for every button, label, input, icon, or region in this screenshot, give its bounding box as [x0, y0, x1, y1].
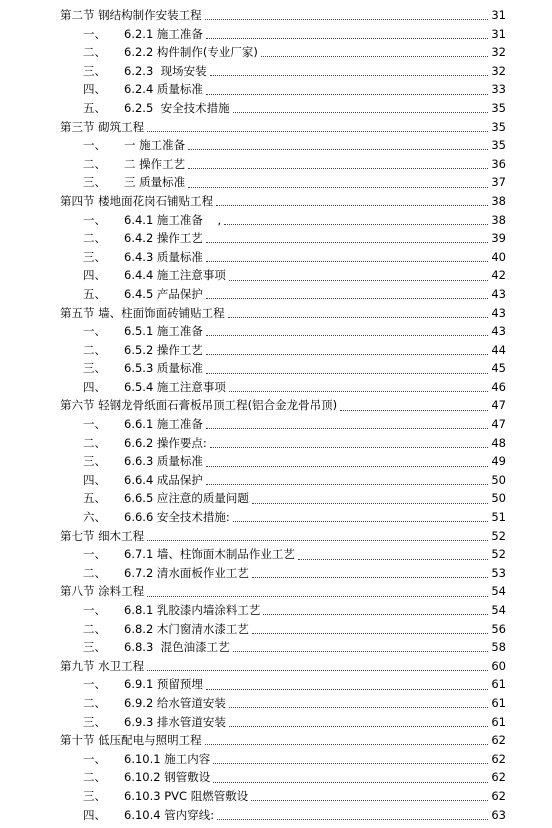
toc-page-number: 32 — [491, 45, 506, 60]
dot-leader — [252, 502, 488, 504]
toc-entry-title: 第二节 钢结构制作安装工程 — [60, 8, 202, 22]
dot-leader — [206, 241, 488, 243]
toc-entry-title: 6.6.4 成品保护 — [124, 472, 203, 487]
dot-leader — [205, 18, 488, 20]
toc-entry-label — [0, 768, 212, 787]
toc-subsection-row[interactable] — [0, 43, 552, 62]
toc-entry-label — [0, 620, 251, 639]
toc-entry-title: 第三节 砌筑工程 — [60, 119, 145, 134]
toc-subsection-row[interactable] — [0, 545, 552, 564]
dot-leader — [206, 334, 488, 336]
dot-leader — [206, 688, 488, 690]
toc-page-number: 53 — [491, 565, 506, 580]
toc-entry-label — [0, 396, 339, 415]
toc-entry-number: 二、 — [83, 342, 106, 357]
toc-subsection-row[interactable] — [0, 750, 552, 769]
toc-entry-label — [0, 434, 209, 453]
toc-page-number: 62 — [491, 751, 506, 766]
toc-entry-number: 二、 — [83, 231, 106, 246]
toc-section-row[interactable] — [0, 657, 552, 676]
toc-entry-title: 二 操作工艺 — [124, 156, 186, 171]
toc-page-number: 52 — [491, 528, 506, 543]
toc-entry-number: 一、 — [83, 26, 106, 41]
dot-leader — [205, 743, 488, 745]
toc-entry-number: 六、 — [83, 510, 106, 525]
toc-subsection-row[interactable] — [0, 489, 552, 508]
toc-subsection-row[interactable] — [0, 62, 552, 81]
toc-subsection-row[interactable] — [0, 471, 552, 490]
toc-entry-title: 6.7.2 清水面板作业工艺 — [124, 565, 249, 580]
toc-section-row[interactable] — [0, 304, 552, 323]
toc-page-number: 50 — [491, 472, 506, 487]
toc-subsection-row[interactable] — [0, 806, 552, 825]
toc-subsection-row[interactable] — [0, 713, 552, 732]
dot-leader — [213, 762, 488, 764]
toc-entry-title: 6.10.1 施工内容 — [124, 751, 211, 766]
dot-leader — [206, 483, 488, 485]
toc-entry-label — [0, 694, 228, 713]
toc-page-number: 58 — [491, 640, 506, 655]
toc-entry-number: 三、 — [83, 454, 106, 469]
toc-subsection-row[interactable] — [0, 768, 552, 787]
toc-subsection-row[interactable] — [0, 173, 552, 192]
toc-page-number: 45 — [491, 361, 506, 376]
toc-entry-title: 第六节 轻钢龙骨纸面石膏板吊顶工程(铝合金龙骨吊顶) — [60, 398, 338, 413]
toc-entry-label — [0, 713, 228, 732]
toc-entry-title: 6.10.3 PVC 阻燃管敷设 — [124, 788, 249, 803]
toc-section-row[interactable] — [0, 118, 552, 137]
toc-page-number: 52 — [491, 547, 506, 562]
toc-entry-number: 一、 — [83, 547, 106, 562]
toc-entry-title: 第十节 低压配电与照明工程 — [60, 733, 202, 748]
toc-entry-label — [0, 415, 205, 434]
toc-page-number: 63 — [491, 807, 506, 822]
toc-page-number: 46 — [491, 379, 506, 394]
dot-leader — [206, 353, 488, 355]
toc-entry-number: 四、 — [83, 472, 106, 487]
toc-entry-title: 6.8.1 乳胶漆内墙涂料工艺 — [124, 603, 261, 617]
toc-entry-number: 三、 — [83, 361, 106, 376]
dot-leader — [188, 167, 488, 169]
toc-entry-label — [0, 211, 223, 230]
toc-page-number: 43 — [491, 305, 506, 320]
toc-entry-label — [0, 545, 297, 564]
toc-subsection-row[interactable] — [0, 564, 552, 583]
toc-entry-number: 一、 — [83, 417, 106, 432]
toc-entry-title: 6.10.4 管内穿线: — [124, 807, 215, 822]
toc-entry-title: 6.2.2 构件制作(专业厂家) — [124, 45, 258, 60]
toc-page-number: 44 — [491, 342, 506, 357]
toc-page-number: 32 — [491, 63, 506, 78]
toc-page-number: 35 — [491, 138, 506, 153]
toc-subsection-row[interactable] — [0, 25, 552, 44]
toc-section-row[interactable] — [0, 582, 552, 601]
toc-section-row[interactable] — [0, 192, 552, 211]
toc-entry-label — [0, 341, 205, 360]
toc-entry-label — [0, 582, 146, 601]
dot-leader — [216, 204, 488, 206]
toc-entry-label — [0, 657, 146, 676]
toc-subsection-row[interactable] — [0, 452, 552, 471]
toc-entry-title: 6.5.2 操作工艺 — [124, 342, 203, 357]
toc-page-number: 61 — [491, 695, 506, 710]
toc-page-number: 43 — [491, 324, 506, 339]
toc-entry-label — [0, 99, 232, 118]
toc-page-number: 38 — [491, 193, 506, 208]
toc-entry-title: 6.5.3 质量标准 — [124, 361, 203, 376]
toc-entry-title: 6.4.5 产品保护 — [124, 286, 203, 301]
toc-entry-number: 三、 — [83, 640, 106, 655]
toc-entry-label — [0, 675, 205, 694]
toc-entry-label — [0, 192, 215, 211]
toc-entry-title: 6.5.4 施工注意事项 — [124, 379, 226, 394]
toc-subsection-row[interactable] — [0, 341, 552, 360]
toc-entry-label — [0, 731, 204, 750]
toc-page-number: 40 — [491, 249, 506, 264]
toc-page-number: 62 — [491, 733, 506, 748]
toc-subsection-row[interactable] — [0, 248, 552, 267]
toc-subsection-row[interactable] — [0, 211, 552, 230]
toc-entry-number: 三、 — [83, 63, 106, 78]
toc-page-number: 33 — [491, 82, 506, 97]
toc-subsection-row[interactable] — [0, 675, 552, 694]
toc-page-number: 47 — [491, 398, 506, 413]
toc-entry-title: 6.8.2 木门窗清水漆工艺 — [124, 621, 249, 636]
toc-subsection-row[interactable] — [0, 155, 552, 174]
toc-page-number: 62 — [491, 788, 506, 803]
toc-subsection-row[interactable] — [0, 99, 552, 118]
toc-entry-title: 6.7.1 墙、柱饰面木制品作业工艺 — [124, 547, 295, 562]
toc-entry-label — [0, 285, 205, 304]
toc-page-number: 60 — [491, 658, 506, 673]
toc-entry-number: 五、 — [83, 286, 106, 301]
dot-leader — [217, 818, 488, 820]
toc-entry-label — [0, 155, 187, 174]
toc-subsection-row[interactable] — [0, 620, 552, 639]
dot-leader — [206, 37, 488, 39]
dot-leader — [229, 279, 488, 281]
toc-subsection-row[interactable] — [0, 787, 552, 806]
toc-entry-title: 6.2.1 施工准备 — [124, 26, 203, 41]
toc-entry-title: 6.6.5 应注意的质量问题 — [124, 491, 249, 506]
toc-entry-number: 一、 — [83, 138, 106, 153]
dot-leader — [147, 539, 488, 541]
toc-section-row[interactable] — [0, 396, 552, 415]
toc-entry-title: 6.4.3 质量标准 — [124, 249, 203, 264]
toc-entry-title: 6.5.1 施工准备 — [124, 324, 203, 339]
toc-entry-label — [0, 266, 228, 285]
dot-leader — [261, 55, 488, 57]
dot-leader — [188, 186, 488, 188]
dot-leader — [233, 520, 488, 522]
toc-entry-title: 6.6.1 施工准备 — [124, 417, 203, 432]
toc-page-number: 49 — [491, 454, 506, 469]
dot-leader — [210, 74, 488, 76]
toc-entry-title: 6.9.2 给水管道安装 — [124, 695, 226, 710]
dot-leader — [251, 799, 488, 801]
toc-entry-number: 四、 — [83, 807, 106, 822]
toc-page-number: 38 — [491, 212, 506, 227]
toc-entry-number: 二、 — [83, 156, 106, 171]
dot-leader — [147, 669, 488, 671]
toc-entry-number: 二、 — [83, 565, 106, 580]
toc-entry-title: 6.2.3 现场安装 — [124, 63, 207, 78]
dot-leader — [206, 93, 488, 95]
toc-entry-number: 一、 — [83, 677, 106, 692]
toc-entry-label — [0, 43, 260, 62]
toc-entry-title: 6.2.5 安全技术措施 — [124, 100, 230, 115]
toc-entry-number: 三、 — [83, 714, 106, 729]
dot-leader — [206, 372, 488, 374]
toc-entry-title: 6.2.4 质量标准 — [124, 82, 203, 97]
dot-leader — [298, 558, 488, 560]
toc-page-number: 39 — [491, 231, 506, 246]
toc-entry-title: 6.4.1 施工准备 , — [124, 212, 222, 227]
toc-entry-number: 五、 — [83, 100, 106, 115]
toc-entry-number: 二、 — [83, 45, 106, 60]
dot-leader — [147, 130, 488, 132]
toc-entry-number: 三、 — [83, 175, 106, 190]
toc-entry-number: 一、 — [83, 212, 106, 227]
toc-subsection-row[interactable] — [0, 378, 552, 397]
toc-entry-title: 6.6.6 安全技术措施: — [124, 510, 230, 525]
toc-subsection-row[interactable] — [0, 229, 552, 248]
dot-leader — [233, 111, 488, 113]
toc-entry-title: 第九节 水卫工程 — [60, 658, 145, 673]
toc-page-number: 35 — [491, 119, 506, 134]
toc-page-number: 36 — [491, 156, 506, 171]
toc-entry-title: 第八节 涂料工程 — [60, 584, 145, 599]
toc-entry-label — [0, 6, 204, 25]
dot-leader — [206, 465, 488, 467]
dot-leader — [229, 706, 488, 708]
toc-page-number: 61 — [491, 677, 506, 692]
toc-page-number: 56 — [491, 621, 506, 636]
dot-leader — [233, 650, 488, 652]
toc-entry-title: 6.6.2 操作要点: — [124, 435, 207, 450]
toc-entry-title: 6.8.3 混色油漆工艺 — [124, 640, 230, 655]
toc-entry-label — [0, 787, 250, 806]
toc-subsection-row[interactable] — [0, 322, 552, 341]
dot-leader — [188, 148, 488, 150]
toc-entry-title: 6.9.3 排水管道安装 — [124, 714, 226, 729]
toc-entry-title: 第七节 细木工程 — [60, 528, 145, 543]
dot-leader — [224, 223, 488, 225]
toc-entry-label — [0, 750, 212, 769]
toc-subsection-row[interactable] — [0, 434, 552, 453]
toc-entry-title: 6.9.1 预留预埋 — [124, 677, 203, 692]
toc-entry-title: 一 施工准备 — [124, 138, 186, 153]
toc-entry-number: 一、 — [83, 751, 106, 766]
toc-page-number: 31 — [491, 8, 506, 22]
table-of-contents — [0, 6, 552, 824]
toc-entry-number: 四、 — [83, 82, 106, 97]
toc-page-number: 54 — [491, 584, 506, 599]
toc-entry-number: 一、 — [83, 603, 106, 617]
dot-leader — [252, 632, 488, 634]
toc-entry-number: 五、 — [83, 491, 106, 506]
toc-subsection-row[interactable] — [0, 266, 552, 285]
dot-leader — [252, 576, 488, 578]
toc-page-number: 35 — [491, 100, 506, 115]
toc-entry-label — [0, 118, 146, 137]
toc-entry-number: 二、 — [83, 435, 106, 450]
dot-leader — [340, 409, 488, 411]
toc-entry-label — [0, 564, 251, 583]
toc-entry-label — [0, 378, 228, 397]
toc-entry-label — [0, 173, 187, 192]
toc-entry-label — [0, 601, 262, 620]
toc-entry-label — [0, 322, 205, 341]
toc-page-number: 61 — [491, 714, 506, 729]
toc-entry-title: 6.6.3 质量标准 — [124, 454, 203, 469]
toc-entry-label — [0, 80, 205, 99]
toc-entry-title: 第四节 楼地面花岗石铺贴工程 — [60, 193, 214, 208]
toc-subsection-row[interactable] — [0, 601, 552, 620]
toc-page-number: 54 — [491, 603, 506, 617]
toc-subsection-row[interactable] — [0, 508, 552, 527]
toc-page-number: 51 — [491, 510, 506, 525]
toc-subsection-row[interactable] — [0, 80, 552, 99]
toc-entry-label — [0, 806, 216, 825]
toc-page-number: 42 — [491, 268, 506, 283]
dot-leader — [206, 427, 488, 429]
toc-entry-label — [0, 304, 227, 323]
toc-entry-number: 三、 — [83, 249, 106, 264]
dot-leader — [213, 781, 488, 783]
toc-subsection-row[interactable] — [0, 359, 552, 378]
toc-entry-title: 三 质量标准 — [124, 175, 186, 190]
toc-subsection-row[interactable] — [0, 415, 552, 434]
toc-entry-number: 二、 — [83, 695, 106, 710]
toc-entry-label — [0, 508, 232, 527]
toc-entry-number: 二、 — [83, 621, 106, 636]
toc-page-number: 43 — [491, 286, 506, 301]
dot-leader — [229, 725, 488, 727]
dot-leader — [228, 316, 488, 318]
toc-page-number: 47 — [491, 417, 506, 432]
dot-leader — [210, 446, 488, 448]
toc-entry-label — [0, 359, 205, 378]
toc-entry-number: 三、 — [83, 788, 106, 803]
toc-entry-label — [0, 62, 209, 81]
toc-page-number: 50 — [491, 491, 506, 506]
toc-page-number: 62 — [491, 770, 506, 785]
toc-entry-number: 一、 — [83, 324, 106, 339]
toc-section-row[interactable] — [0, 731, 552, 750]
toc-entry-number: 二、 — [83, 770, 106, 785]
toc-page-number: 37 — [491, 175, 506, 190]
toc-entry-label — [0, 229, 205, 248]
toc-subsection-row[interactable] — [0, 694, 552, 713]
dot-leader — [206, 260, 488, 262]
toc-entry-number: 四、 — [83, 268, 106, 283]
toc-entry-number: 四、 — [83, 379, 106, 394]
toc-entry-title: 6.10.2 钢管敷设 — [124, 770, 211, 785]
toc-entry-title: 6.4.4 施工注意事项 — [124, 268, 226, 283]
toc-entry-label — [0, 638, 232, 657]
toc-entry-title: 第五节 墙、柱面饰面砖铺贴工程 — [60, 305, 225, 320]
toc-entry-label — [0, 527, 146, 546]
toc-entry-label — [0, 471, 205, 490]
dot-leader — [229, 390, 488, 392]
toc-section-row[interactable] — [0, 6, 552, 25]
toc-subsection-row[interactable] — [0, 638, 552, 657]
toc-entry-label — [0, 136, 187, 155]
toc-section-row[interactable] — [0, 527, 552, 546]
toc-entry-label — [0, 25, 205, 44]
toc-entry-label — [0, 248, 205, 267]
toc-page-number: 31 — [491, 26, 506, 41]
toc-page-number: 48 — [491, 435, 506, 450]
toc-entry-label — [0, 489, 251, 508]
toc-entry-title: 6.4.2 操作工艺 — [124, 231, 203, 246]
toc-subsection-row[interactable] — [0, 136, 552, 155]
toc-subsection-row[interactable] — [0, 285, 552, 304]
dot-leader — [206, 297, 488, 299]
dot-leader — [263, 613, 488, 615]
dot-leader — [147, 595, 488, 597]
toc-entry-label — [0, 452, 205, 471]
